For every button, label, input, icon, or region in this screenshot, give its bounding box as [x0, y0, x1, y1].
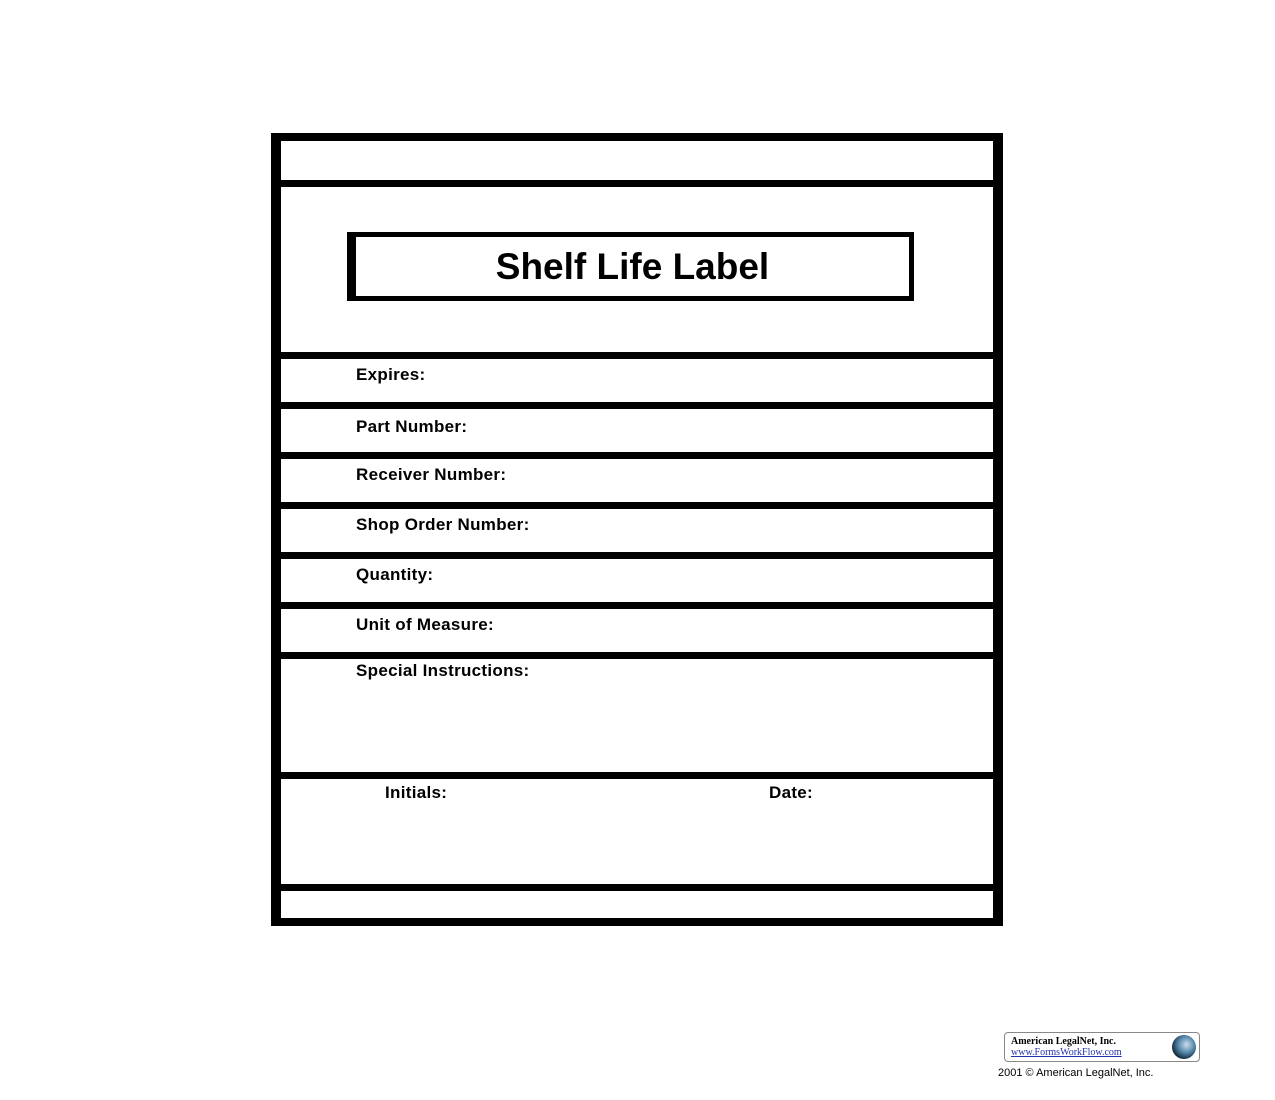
unit-of-measure-label: Unit of Measure:	[356, 615, 494, 634]
form-title: Shelf Life Label	[347, 232, 914, 301]
quantity-label: Quantity:	[356, 565, 434, 584]
divider	[271, 602, 1003, 609]
shop-order-number-label: Shop Order Number:	[356, 515, 530, 534]
divider	[271, 772, 1003, 779]
copyright-text: 2001 © American LegalNet, Inc.	[998, 1067, 1154, 1079]
divider	[271, 884, 1003, 891]
logo-company: American LegalNet, Inc.	[1011, 1036, 1116, 1047]
divider	[271, 352, 1003, 359]
publisher-logo	[1004, 1032, 1200, 1062]
divider	[271, 402, 1003, 409]
divider	[271, 180, 1003, 187]
part-number-label: Part Number:	[356, 417, 468, 436]
globe-icon	[1172, 1035, 1196, 1059]
date-label: Date:	[769, 783, 814, 802]
logo-url-link[interactable]: www.FormsWorkFlow.com	[1011, 1047, 1122, 1058]
divider	[271, 552, 1003, 559]
divider	[271, 652, 1003, 659]
expires-label: Expires:	[356, 365, 426, 384]
initials-label: Initials:	[385, 783, 448, 802]
special-instructions-label: Special Instructions:	[356, 661, 530, 680]
divider	[271, 502, 1003, 509]
receiver-number-label: Receiver Number:	[356, 465, 507, 484]
divider	[271, 452, 1003, 459]
